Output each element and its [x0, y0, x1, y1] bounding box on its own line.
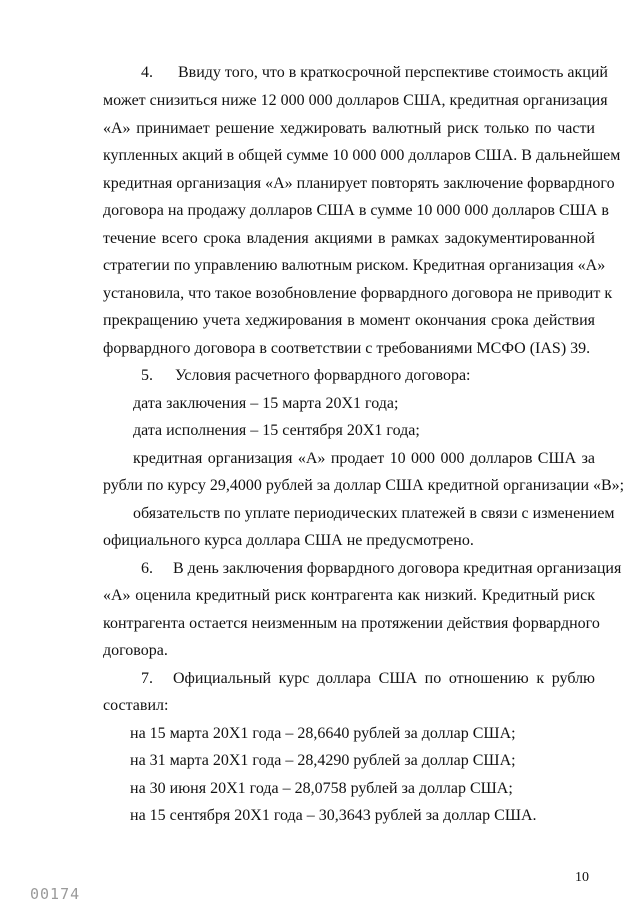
paragraph-4-line-7: течение всего срока владения акциями в рамках задокументированной [103, 230, 595, 247]
paragraph-4-line-5: кредитная организация «А» планирует повторять заключение форвардного [103, 175, 615, 192]
rate-15-march: на 15 марта 20Х1 года – 28,6640 рублей за доллар США; [130, 725, 516, 742]
rate-30-june: на 30 июня 20Х1 года – 28,0758 рублей за доллар США; [130, 780, 513, 797]
document-page: 4. Ввиду того, что в краткосрочной перспективе стоимость акций может снизиться ниже 12 000 000 долларов США, кредитная организация «А» принимает решение хеджировать валютный риск только по части купленных акций в общей сумме 10 000 000 долларов США. В дальнейшем кредитная организация «А» планирует повторять заключение форвардного договора на продажу долларов США в сумме 10 000 000 долларов США в течение всего срока владения акциями в рамках задокументированной стратегии по управлению валютным риском. Кредитная организация «А» установила, что такое возобновление форвардного договора не приводит к прекращению учета хеджирования в момент окончания срока действия форвардного договора в соответствии с требованиями МСФО (IAS) 39. 5. Условия расчетного форвардного договора: дата заключения – 15 марта 20Х1 года; дата исполнения – 15 сентября 20Х1 года; кредитная организация «А» продает 10 000 000 долларов США за рубли по курсу 29,4000 рублей за доллар США кредитной организации «В»; обязательств по уплате периодических платежей в связи с изменением официального курса доллара США не предусмотрено. 6. В день заключения форвардного договора кредитная организация «А» оценила кредитный риск контрагента как низкий. Кредитный риск контрагента остается неизменным на протяжении действия форвардного договора. 7. Официальный курс доллара США по отношению к рублю составил: на 15 марта 20Х1 года – 28,6640 рублей за доллар США; на 31 марта 20Х1 года – 28,4290 рублей за доллар США; на 30 июня 20Х1 года – 28,0758 рублей за доллар США; на 15 сентября 20Х1 года – 30,3643 рублей за доллар США. 10 00174 [30, 64, 625, 903]
paragraph-4-line-2: может снизиться ниже 12 000 000 долларов США, кредитная организация [103, 92, 608, 109]
paragraph-4-line-8: стратегии по управлению валютным риском. Кредитная организация «А» [103, 257, 606, 274]
condition-execution-date: дата исполнения – 15 сентября 20Х1 года; [133, 422, 420, 439]
paragraph-4-line-10: прекращению учета хеджирования в момент окончания срока действия [103, 312, 595, 329]
condition-conclusion-date: дата заключения – 15 марта 20Х1 года; [133, 395, 399, 412]
sheet-stamp-number: 00174 [30, 885, 81, 903]
condition-sale-line-2: рубли по курсу 29,4000 рублей за доллар США кредитной организации «В»; [103, 477, 625, 494]
paragraph-4-line-11: форвардного договора в соответствии с требованиями МСФО (IAS) 39. [103, 340, 591, 357]
condition-payments-line-2: официального курса доллара США не предусмотрено. [103, 532, 474, 549]
paragraph-5-number: 5. [141, 367, 153, 384]
paragraph-7-line-2: составил: [103, 697, 169, 714]
paragraph-6-number: 6. [141, 560, 153, 577]
paragraph-4-line-6: договора на продажу долларов США в сумме 10 000 000 долларов США в [103, 202, 609, 219]
paragraph-4-number: 4. [141, 64, 153, 81]
paragraph-6-line-4: договора. [103, 642, 168, 659]
paragraph-5-heading: Условия расчетного форвардного договора: [175, 367, 471, 384]
paragraph-6-line-3: контрагента остается неизменным на протяжении действия форвардного [103, 615, 600, 632]
condition-payments-line-1: обязательств по уплате периодических платежей в связи с изменением [133, 505, 615, 522]
rate-31-march: на 31 марта 20Х1 года – 28,4290 рублей за доллар США; [130, 752, 516, 769]
paragraph-6-line-2: «А» оценила кредитный риск контрагента как низкий. Кредитный риск [103, 587, 595, 604]
page-number: 10 [575, 870, 589, 885]
paragraph-4-line-4: купленных акций в общей сумме 10 000 000 долларов США. В дальнейшем [103, 147, 621, 164]
paragraph-4-line-3: «А» принимает решение хеджировать валютный риск только по части [103, 120, 595, 137]
rate-15-september: на 15 сентября 20Х1 года – 30,3643 рублей за доллар США. [130, 807, 537, 824]
condition-sale-line-1: кредитная организация «А» продает 10 000 000 долларов США за [133, 450, 595, 467]
paragraph-7-number: 7. [141, 670, 153, 687]
paragraph-4-line-9: установила, что такое возобновление форвардного договора не приводит к [103, 285, 613, 302]
